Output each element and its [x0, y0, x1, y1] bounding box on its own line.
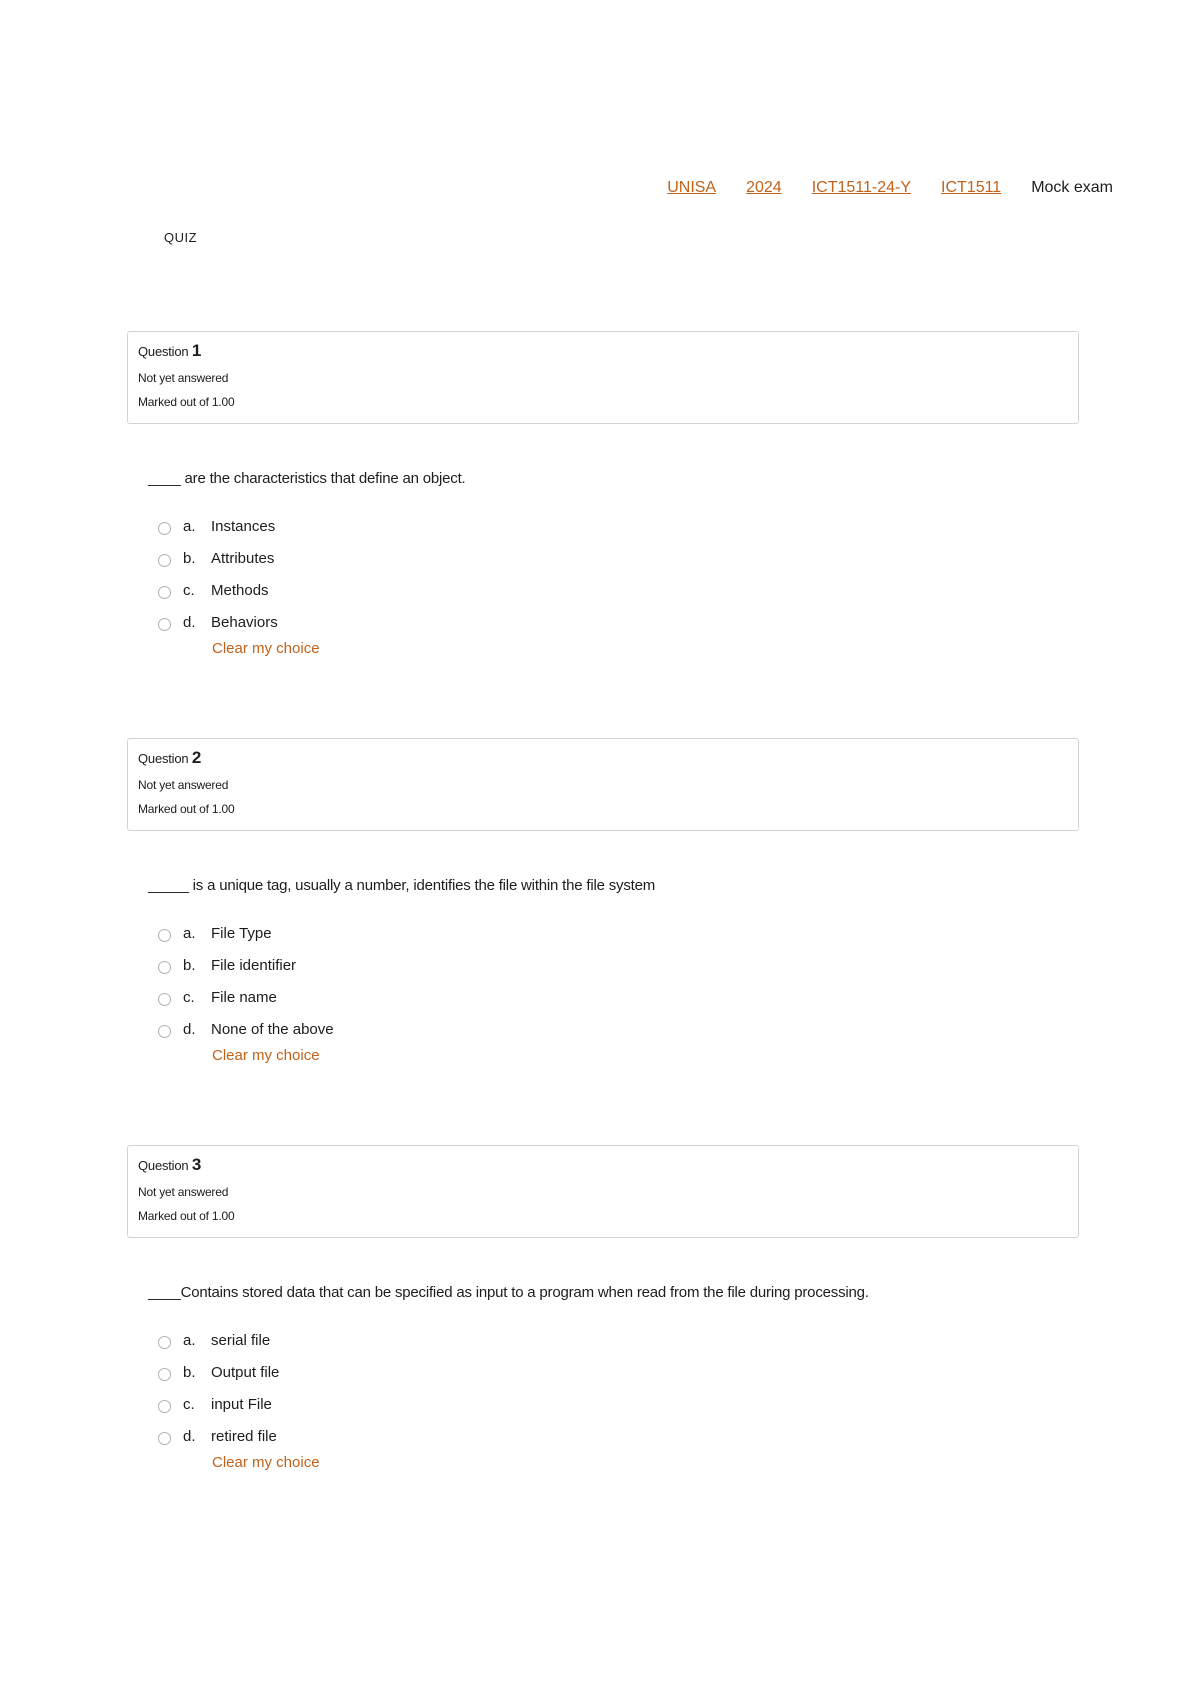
radio-button[interactable]	[158, 586, 171, 599]
radio-button[interactable]	[158, 1432, 171, 1445]
question-marks: Marked out of 1.00	[138, 802, 235, 816]
answer-letter: a.	[183, 924, 196, 942]
answer-letter: c.	[183, 988, 195, 1006]
answer-option-a[interactable]	[158, 1324, 1079, 1356]
radio-button[interactable]	[158, 1336, 171, 1349]
answer-option-c[interactable]	[158, 574, 1079, 606]
answer-label: File identifier	[211, 956, 297, 974]
question-status: Not yet answered	[138, 371, 229, 385]
question-text: ____Contains stored data that can be specified as input to a program when read from the file during processing.	[148, 1284, 869, 1301]
radio-button[interactable]	[158, 1025, 171, 1038]
answer-list	[158, 1324, 1079, 1472]
answer-letter: b.	[183, 1363, 196, 1381]
breadcrumb-link-unisa[interactable]: UNISA	[667, 179, 717, 196]
answer-label: Output file	[211, 1363, 280, 1381]
answer-option-c[interactable]	[158, 1388, 1079, 1420]
answer-label: File name	[211, 988, 277, 1006]
answer-letter: a.	[183, 517, 196, 535]
answer-label: None of the above	[211, 1020, 334, 1038]
question-title-prefix: Question	[138, 344, 189, 359]
question-number: 1	[191, 341, 202, 360]
breadcrumb	[667, 179, 1113, 197]
answer-option-b[interactable]	[158, 1356, 1079, 1388]
question-status: Not yet answered	[138, 1185, 229, 1199]
answer-option-d[interactable]	[158, 1013, 1079, 1045]
answer-option-a[interactable]	[158, 510, 1079, 542]
answer-label: serial file	[211, 1331, 271, 1349]
question-marks: Marked out of 1.00	[138, 1209, 235, 1223]
answer-label: input File	[211, 1395, 272, 1413]
answer-option-d[interactable]	[158, 1420, 1079, 1452]
answer-label: Methods	[211, 581, 269, 599]
answer-letter: d.	[183, 1020, 196, 1038]
answer-letter: d.	[183, 1427, 196, 1445]
clear-choice-link[interactable]: Clear my choice	[212, 1047, 320, 1064]
answer-option-a[interactable]	[158, 917, 1079, 949]
radio-button[interactable]	[158, 1400, 171, 1413]
answer-label: Attributes	[211, 549, 275, 567]
question-status: Not yet answered	[138, 778, 229, 792]
question-number: 3	[191, 1155, 202, 1174]
answer-list	[158, 510, 1079, 658]
question-title	[138, 748, 1068, 768]
answer-label: File Type	[211, 924, 272, 942]
answer-label: retired file	[211, 1427, 277, 1445]
answer-letter: b.	[183, 549, 196, 567]
question-text: ____ are the characteristics that define an object.	[148, 470, 466, 487]
question-info-box	[127, 738, 1079, 831]
radio-button[interactable]	[158, 1368, 171, 1381]
answer-label: Behaviors	[211, 613, 278, 631]
answer-letter: b.	[183, 956, 196, 974]
answer-letter: d.	[183, 613, 196, 631]
radio-button[interactable]	[158, 554, 171, 567]
radio-button[interactable]	[158, 993, 171, 1006]
answer-option-c[interactable]	[158, 981, 1079, 1013]
radio-button[interactable]	[158, 961, 171, 974]
breadcrumb-link-year[interactable]: 2024	[746, 179, 782, 196]
question-1	[127, 331, 1079, 658]
question-text: _____ is a unique tag, usually a number, identifies the file within the file system	[148, 877, 656, 894]
answer-option-b[interactable]	[158, 949, 1079, 981]
radio-button[interactable]	[158, 522, 171, 535]
answer-list	[158, 917, 1079, 1065]
question-number: 2	[191, 748, 202, 767]
clear-choice-link[interactable]: Clear my choice	[212, 1454, 320, 1471]
answer-label: Instances	[211, 517, 276, 535]
question-info-box	[127, 1145, 1079, 1238]
radio-button[interactable]	[158, 929, 171, 942]
answer-option-d[interactable]	[158, 606, 1079, 638]
radio-button[interactable]	[158, 618, 171, 631]
breadcrumb-link-course[interactable]: ICT1511	[941, 179, 1002, 196]
answer-letter: a.	[183, 1331, 196, 1349]
answer-letter: c.	[183, 1395, 195, 1413]
answer-letter: c.	[183, 581, 195, 599]
question-2	[127, 738, 1079, 1065]
question-title	[138, 341, 1068, 361]
answer-option-b[interactable]	[158, 542, 1079, 574]
question-title-prefix: Question	[138, 1158, 189, 1173]
question-3	[127, 1145, 1079, 1472]
breadcrumb-link-course-offering[interactable]: ICT1511-24-Y	[811, 179, 912, 196]
question-title	[138, 1155, 1068, 1175]
breadcrumb-current: Mock exam	[1031, 179, 1113, 196]
question-title-prefix: Question	[138, 751, 189, 766]
question-marks: Marked out of 1.00	[138, 395, 235, 409]
question-info-box	[127, 331, 1079, 424]
clear-choice-link[interactable]: Clear my choice	[212, 640, 320, 657]
page-type-label: QUIZ	[164, 230, 198, 245]
